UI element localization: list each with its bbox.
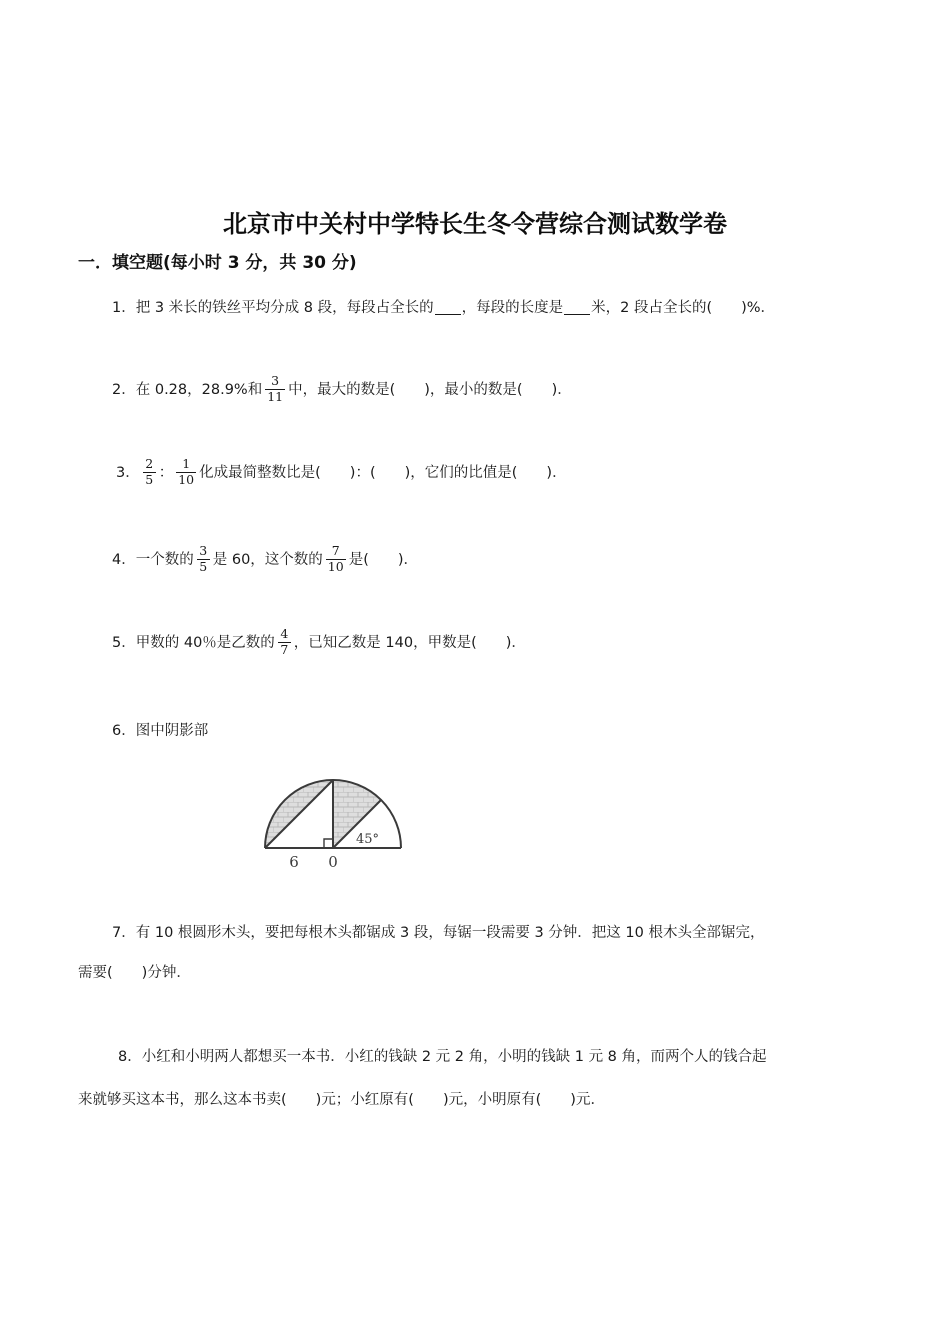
fraction-denominator: 10 [327, 558, 344, 574]
question-7-text-line-1: 有 10 根圆形木头，要把每根木头都锯成 3 段，每锯一段需要 3 分钟．把这 10 根木头全部锯完， [135, 925, 765, 941]
figure-label-left: 6 [289, 853, 299, 870]
question-8-number: 8． [118, 1049, 142, 1065]
question-5-text-b: ，已知乙数是 140，甲数是( )． [293, 635, 526, 651]
question-1-text-a: 把 3 米长的铁丝平均分成 8 段，每段占全长的 [135, 300, 434, 316]
question-4 [112, 542, 419, 575]
question-7-line-2 [78, 958, 191, 988]
question-2-text-b: 中，最大的数是( )，最小的数是( )． [288, 382, 572, 398]
question-4-text-a: 一个数的 [135, 552, 194, 568]
question-1-text-c: 米，2 段占全长的( )%． [591, 300, 776, 316]
question-1-text-b: ，每段的长度是 [461, 300, 564, 316]
question-4-number: 4． [112, 552, 136, 568]
question-3-number: 3． [116, 465, 140, 481]
right-angle-marker [324, 839, 333, 848]
question-8-line-1 [118, 1042, 767, 1072]
question-5 [112, 625, 526, 658]
question-1 [112, 293, 775, 323]
page-title: 北京市中关村中学特长生冬令营综合测试数学卷 [223, 210, 727, 238]
fraction-numerator: 3 [271, 372, 280, 388]
fraction-1-over-10 [176, 455, 196, 487]
fraction-numerator: 2 [145, 455, 154, 471]
fraction-7-over-10 [326, 542, 346, 574]
section-heading-fill-in-blanks: 一．填空题(每小时 3 分，共 30 分) [78, 253, 357, 273]
fraction-denominator: 5 [145, 471, 154, 487]
question-8-text-line-1: 小红和小明两人都想买一本书．小红的钱缺 2 元 2 角，小明的钱缺 1 元 8 角，而两个人的钱合起 [141, 1049, 767, 1065]
fraction-numerator: 1 [182, 455, 191, 471]
fraction-denominator: 11 [267, 388, 284, 404]
figure-label-center: 0 [328, 853, 338, 870]
question-3-ratio-colon: ： [158, 465, 174, 481]
question-7-line-1 [112, 918, 764, 948]
fraction-denominator: 5 [199, 558, 208, 574]
fraction-numerator: 3 [199, 542, 208, 558]
question-5-text-a: 甲数的 40％是乙数的 [135, 635, 275, 651]
answer-blank[interactable] [564, 301, 590, 315]
question-2 [112, 372, 572, 405]
question-2-text-a: 在 0.28，28.9%和 [135, 382, 263, 398]
fraction-2-over-5 [143, 455, 156, 487]
question-3-text-b: 化成最简整数比是( )：( )，它们的比值是( )． [199, 465, 567, 481]
fraction-4-over-7 [278, 625, 291, 657]
question-4-text-c: 是( )． [348, 552, 419, 568]
question-8-text-line-2: 来就够买这本书，那么这本书卖( )元；小红原有( )元，小明原有( )元． [78, 1092, 605, 1108]
question-2-number: 2． [112, 382, 136, 398]
question-4-text-b: 是 60，这个数的 [212, 552, 323, 568]
fraction-numerator: 7 [331, 542, 340, 558]
question-6-figure [253, 752, 413, 870]
figure-angle-label: 45° [356, 832, 380, 847]
question-5-number: 5． [112, 635, 136, 651]
fraction-numerator: 4 [280, 625, 289, 641]
answer-blank[interactable] [435, 301, 461, 315]
question-6-text: 图中阴影部 [135, 723, 209, 739]
question-8-line-2 [78, 1085, 605, 1115]
fraction-denominator: 7 [280, 641, 289, 657]
question-6 [112, 716, 208, 746]
question-3 [116, 455, 567, 488]
question-7-number: 7． [112, 925, 136, 941]
question-6-number: 6． [112, 723, 136, 739]
question-7-text-line-2: 需要( )分钟． [78, 965, 191, 981]
fraction-3-over-11 [265, 372, 285, 404]
fraction-3-over-5 [197, 542, 210, 574]
fraction-denominator: 10 [178, 471, 195, 487]
question-1-number: 1． [112, 300, 136, 316]
